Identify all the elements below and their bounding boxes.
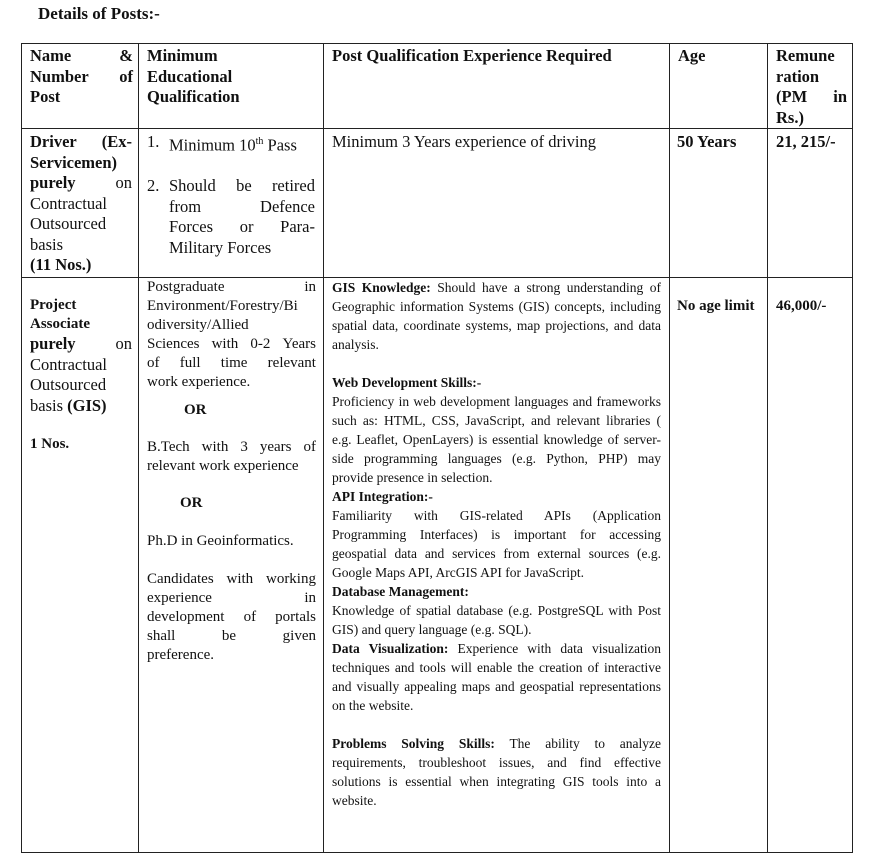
or-separator: OR bbox=[184, 402, 207, 418]
or-separator: OR bbox=[180, 495, 203, 511]
list-item: 2. Should be retired from Defence Forces or Para- Military Forces bbox=[147, 176, 315, 257]
post-name-cell: Project Associate purely on Contractual Outsourced basis (GIS) 1 Nos. bbox=[22, 278, 139, 853]
exp-database-management: Database Management: Knowledge of spatial database (e.g. PostgreSQL with Post GIS) and query language (e.g. SQL). bbox=[332, 584, 661, 637]
qualification-option-1: Postgraduate in Environment/Forestry/Bi odiversity/Allied Sciences with 0-2 Years of full time relevant work experience. bbox=[147, 279, 316, 390]
table-row bbox=[22, 278, 853, 853]
qualification-option-3: Ph.D in Geoinformatics. bbox=[147, 533, 294, 549]
qualification-option-2: B.Tech with 3 years of relevant work experience bbox=[147, 439, 316, 474]
post-name-cell: Driver (Ex- Servicemen) purely on Contractual Outsourced basis (11 Nos.) bbox=[22, 129, 139, 278]
preference-note: Candidates with working experience in development of portals shall be given preference. bbox=[147, 571, 316, 663]
header-experience: Post Qualification Experience Required bbox=[324, 44, 670, 129]
qualification-cell bbox=[139, 278, 324, 853]
header-qualification: Minimum Educational Qualification bbox=[139, 44, 324, 129]
posts-table bbox=[21, 43, 853, 853]
exp-data-visualization: Data Visualization: Experience with data visualization techniques and tools will enable the creation of interactive and visually appealing maps and geospatial representations on the website. bbox=[332, 641, 661, 713]
qualification-cell bbox=[139, 129, 324, 278]
list-item: 1. Minimum 10th Pass bbox=[147, 132, 297, 155]
exp-web-development: Web Development Skills:- Proficiency in web development languages and frameworks such as: HTML, CSS, JavaScript, and relevant libraries ( e.g. Leaflet, OpenLayers) is essential knowledge of server-side programming languages (e.g. Python, PHP) may provide presence in selection. bbox=[332, 375, 661, 485]
header-name-number-post: Name & Number of Post bbox=[22, 44, 139, 129]
remuneration-cell: 21, 215/- bbox=[768, 129, 853, 278]
header-remuneration: Remune ration (PM in Rs.) bbox=[768, 44, 853, 129]
exp-api-integration: API Integration:- Familiarity with GIS-related APIs (Application Programming Interfaces) is important for accessing geospatial data and services from external sources (e.g. Google Maps API, ArcGIS API for JavaScript. bbox=[332, 489, 661, 580]
age-cell: 50 Years bbox=[670, 129, 768, 278]
page-heading: Details of Posts:- bbox=[38, 4, 160, 23]
exp-problem-solving: Problems Solving Skills: The ability to analyze requirements, troubleshoot issues, and find effective solutions is essential when integrating GIS tools into a website. bbox=[332, 736, 662, 808]
remuneration-cell: 46,000/- bbox=[768, 278, 853, 853]
table-row bbox=[22, 129, 853, 278]
exp-gis-knowledge: GIS Knowledge: Should have a strong understanding of Geographic information Systems (GIS) concepts, including spatial data, coordinate systems, map projections, and data analysis. bbox=[332, 280, 662, 352]
age-cell: No age limit bbox=[670, 278, 768, 853]
experience-cell bbox=[324, 278, 670, 853]
experience-cell: Minimum 3 Years experience of driving bbox=[324, 129, 670, 278]
post-title: Driver (Ex- Servicemen) bbox=[30, 132, 132, 172]
post-count: (11 Nos.) bbox=[30, 255, 92, 274]
header-age: Age bbox=[670, 44, 768, 129]
header-row bbox=[22, 44, 853, 129]
